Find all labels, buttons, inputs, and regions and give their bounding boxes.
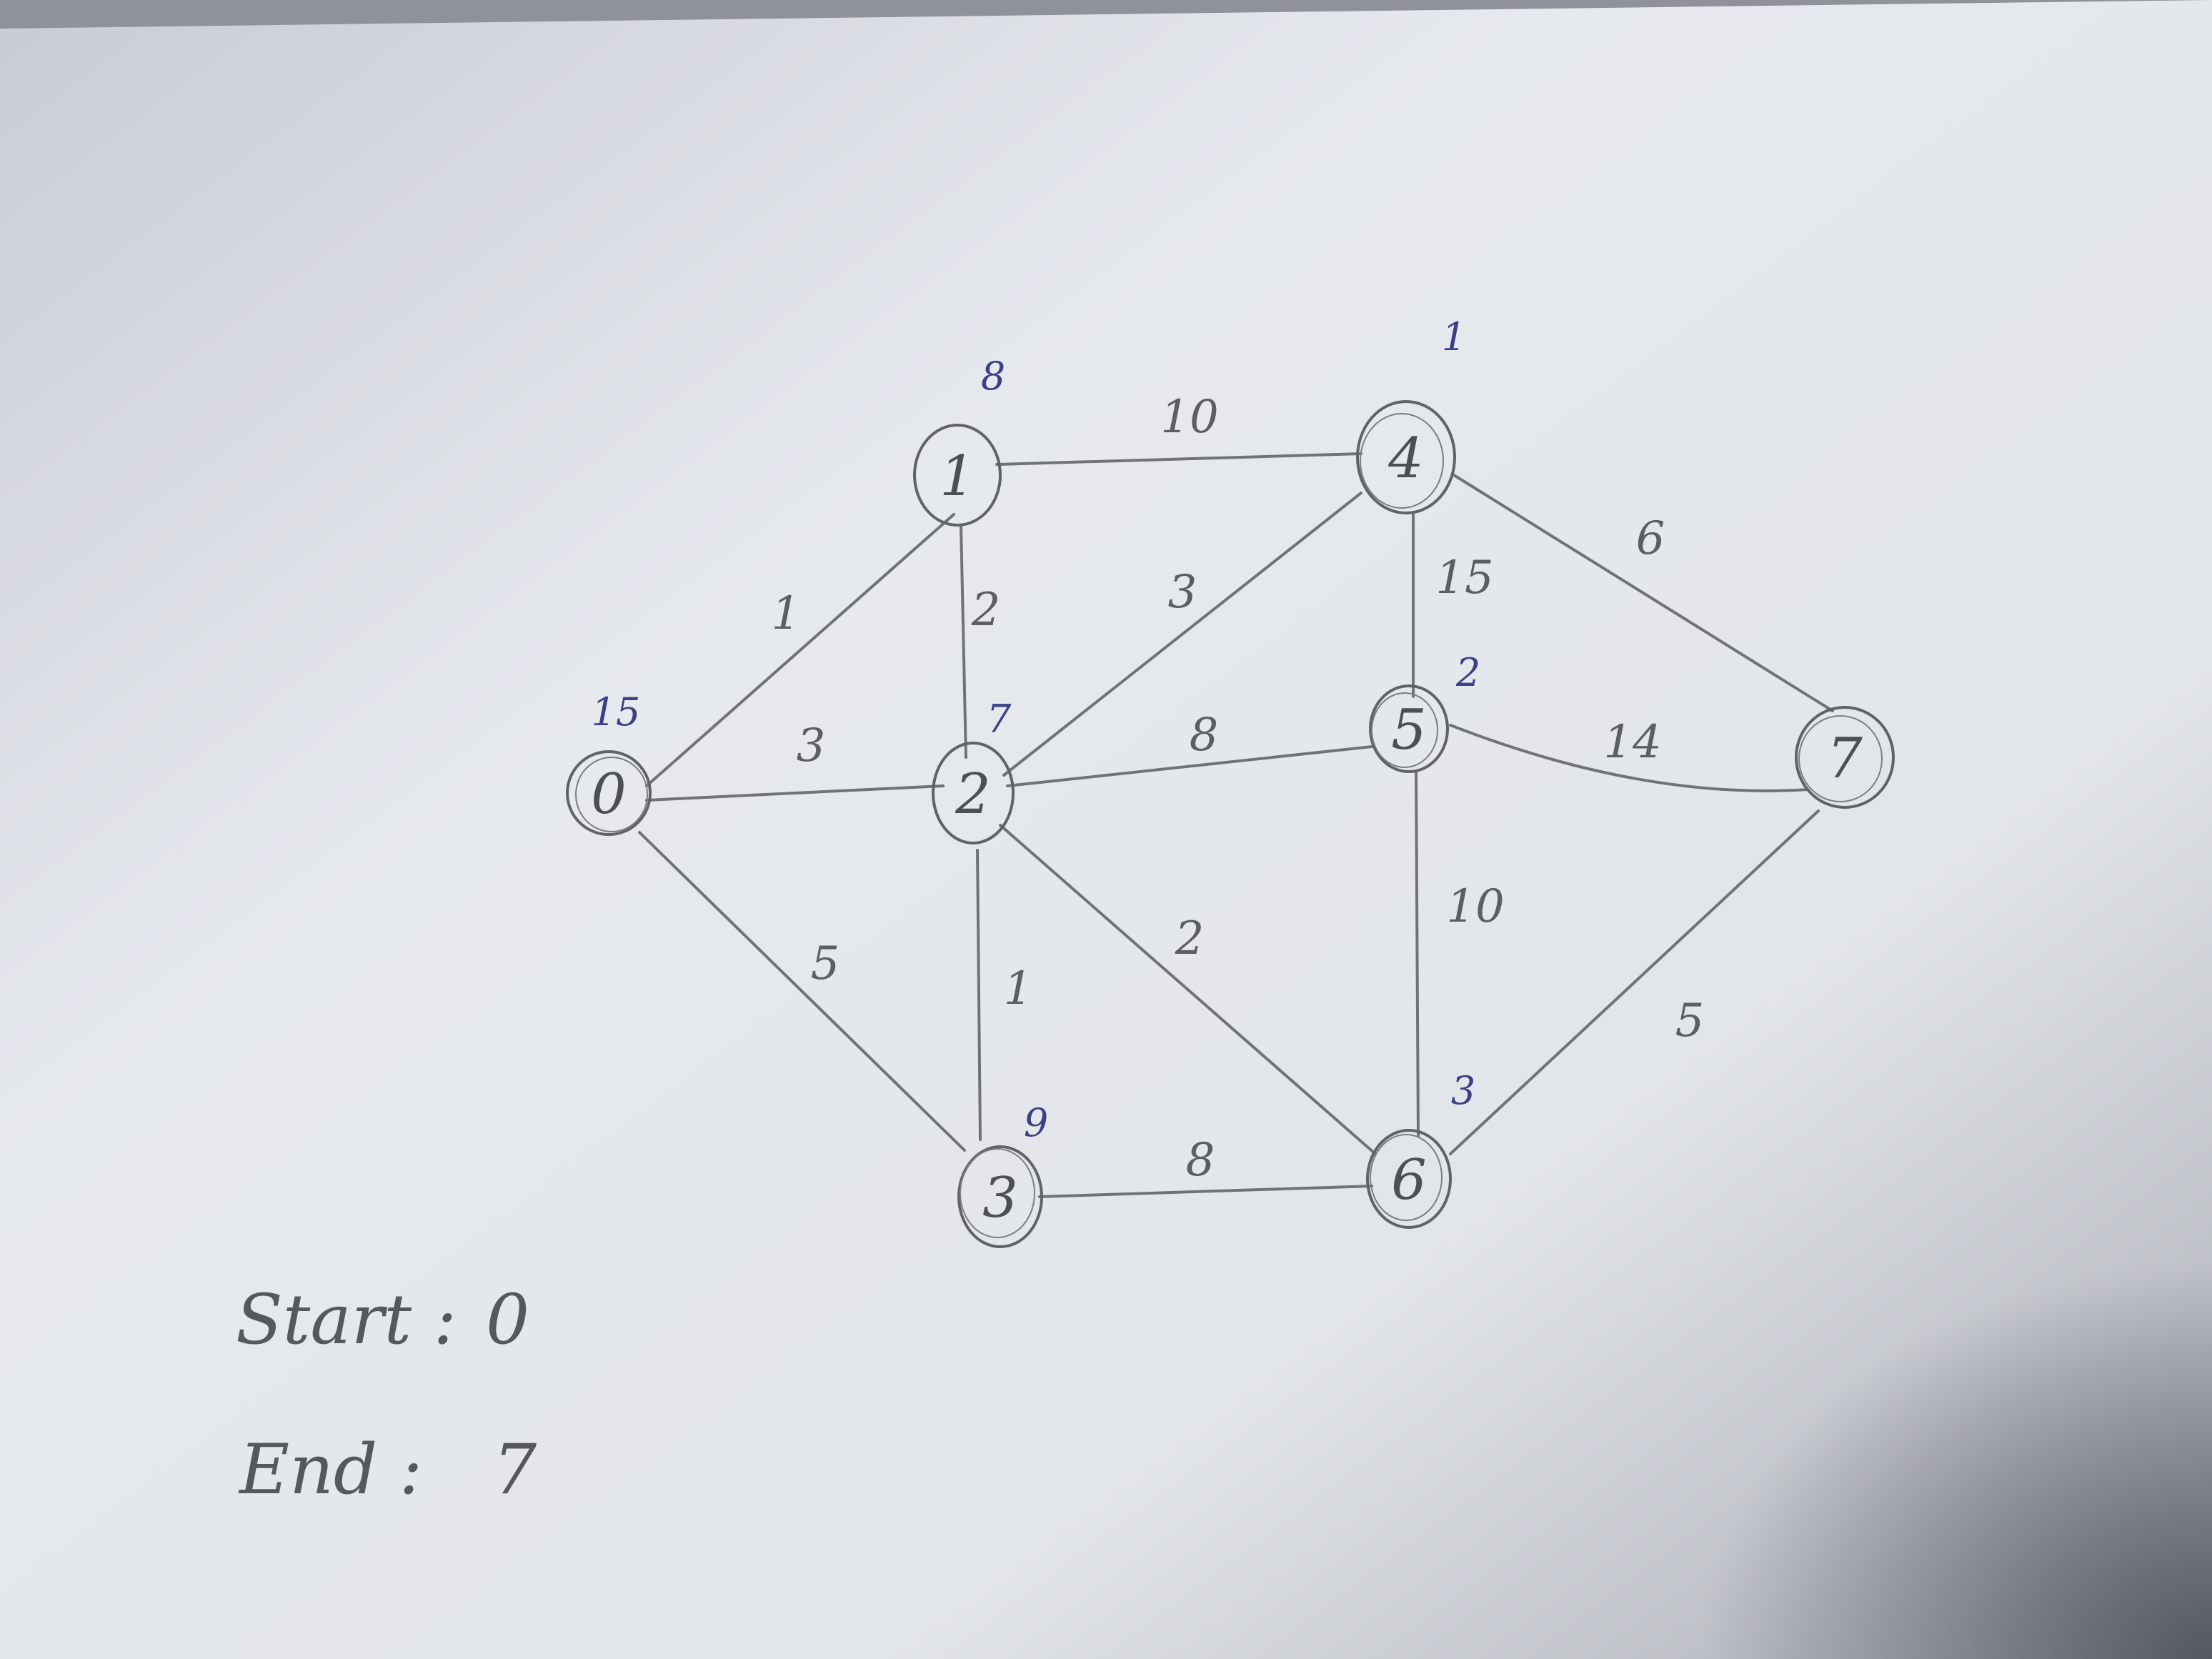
heuristic-node-6: 3 xyxy=(1450,1068,1476,1113)
node-label: 1 xyxy=(940,444,975,509)
weight-4-7: 6 xyxy=(1635,512,1665,565)
end-label: End : xyxy=(239,1430,423,1510)
weight-2-5: 8 xyxy=(1189,709,1219,762)
weight-1-4: 10 xyxy=(1160,391,1219,444)
heuristic-node-5: 2 xyxy=(1455,650,1481,695)
node-label: 5 xyxy=(1391,698,1427,762)
weight-2-3: 1 xyxy=(1003,962,1033,1015)
paper-shadow xyxy=(1357,1000,2212,1659)
weight-0-1: 1 xyxy=(771,587,801,640)
weight-5-6: 10 xyxy=(1446,880,1505,933)
heuristic-node-2: 7 xyxy=(986,697,1012,742)
node-label: 3 xyxy=(982,1166,1018,1230)
heuristic-node-1: 8 xyxy=(980,354,1006,399)
weight-1-2: 2 xyxy=(971,584,1001,637)
heuristic-node-4: 1 xyxy=(1441,314,1467,359)
start-value: 0 xyxy=(486,1280,530,1360)
weight-3-6: 8 xyxy=(1185,1134,1215,1187)
start-label: Start : xyxy=(236,1280,457,1360)
end-value: 7 xyxy=(493,1430,537,1510)
weight-0-3: 5 xyxy=(810,937,840,990)
node-label: 6 xyxy=(1391,1148,1427,1212)
weight-0-2: 3 xyxy=(796,719,826,772)
heuristic-node-0: 15 xyxy=(591,689,641,734)
heuristic-node-3: 9 xyxy=(1023,1100,1049,1145)
node-label: 4 xyxy=(1388,427,1424,491)
node-label: 0 xyxy=(591,762,627,827)
weight-6-7: 5 xyxy=(1675,995,1705,1047)
weight-2-6: 2 xyxy=(1175,912,1205,965)
weight-2-4: 3 xyxy=(1167,566,1197,619)
node-label: 2 xyxy=(955,762,991,827)
weight-5-7: 14 xyxy=(1603,716,1662,769)
node-label: 7 xyxy=(1827,727,1863,791)
weight-4-5: 15 xyxy=(1435,552,1494,604)
